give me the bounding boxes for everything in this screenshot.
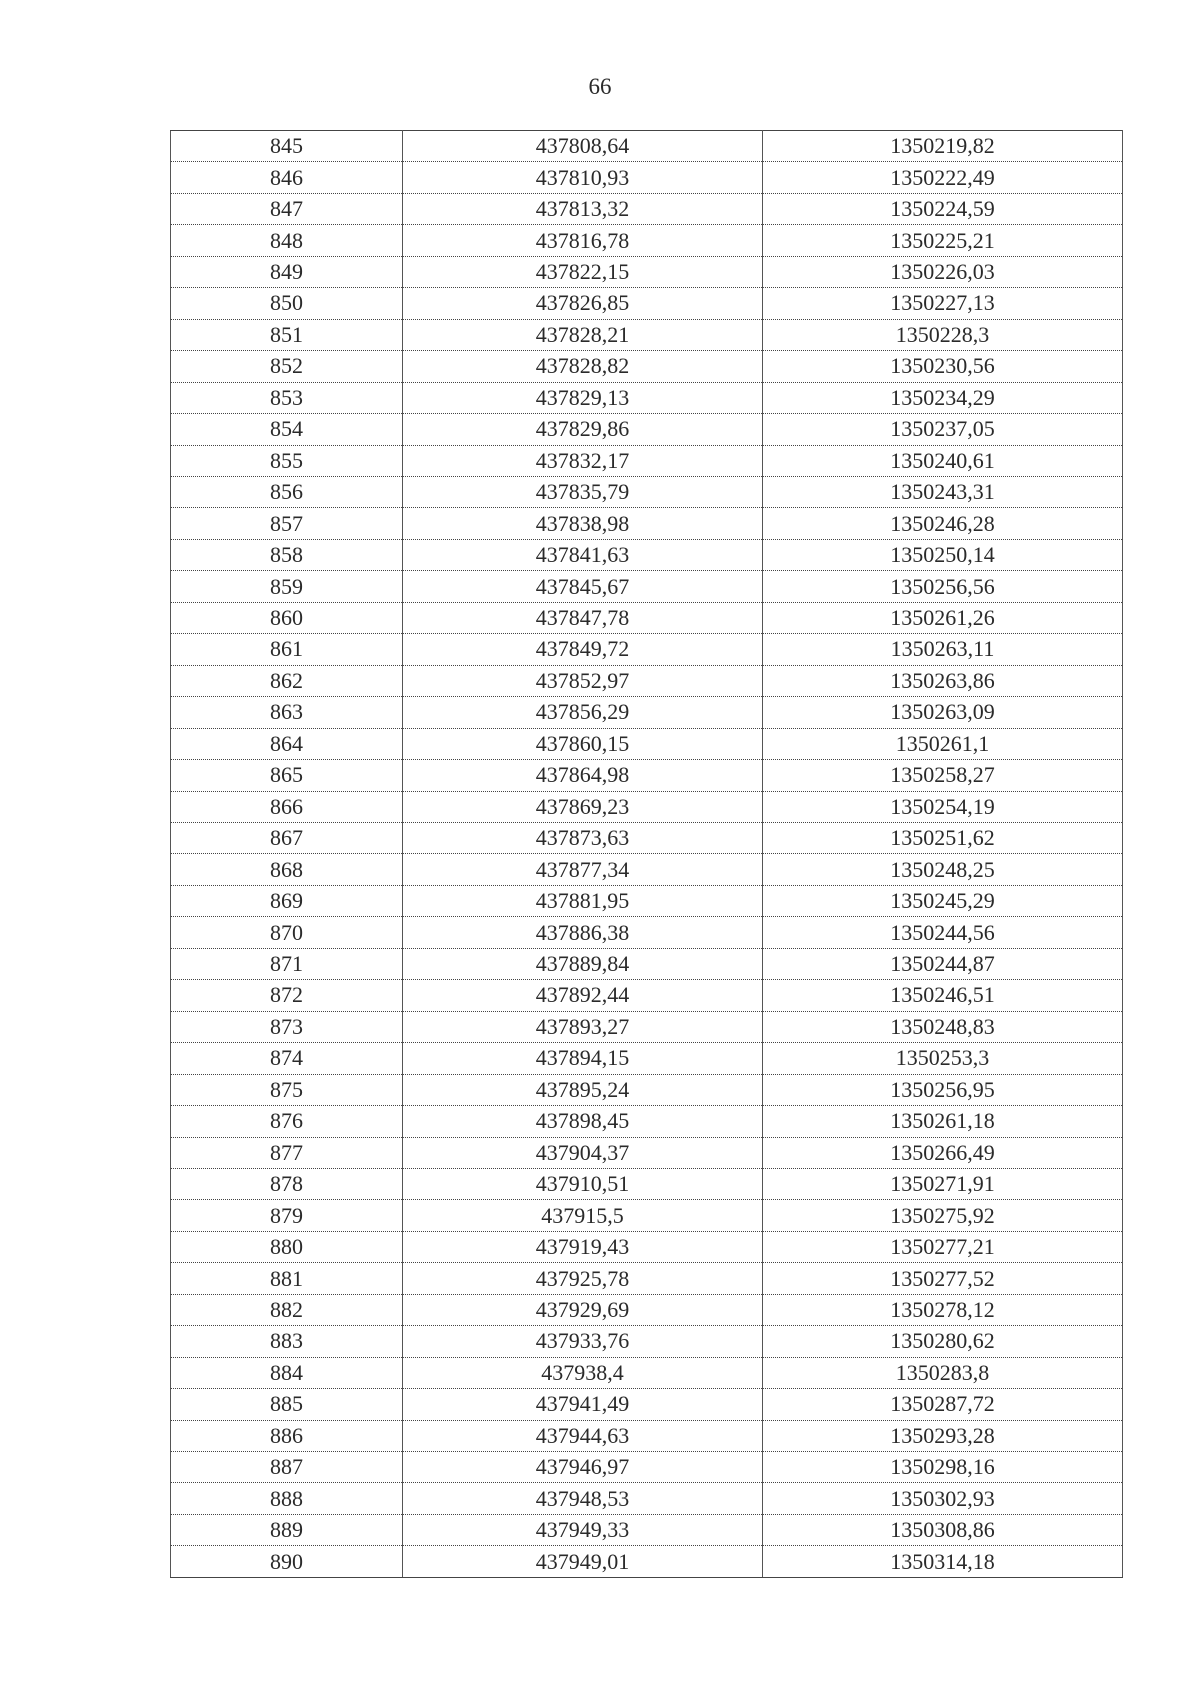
- y-coordinate-cell: 1350256,56: [763, 571, 1123, 602]
- x-coordinate-cell: 437864,98: [403, 760, 763, 791]
- table-row: [171, 728, 1123, 759]
- y-coordinate-cell: 1350244,87: [763, 948, 1123, 979]
- table-row: [171, 885, 1123, 916]
- y-coordinate-cell: 1350227,13: [763, 288, 1123, 319]
- y-coordinate-cell: 1350287,72: [763, 1389, 1123, 1420]
- table-row: [171, 1043, 1123, 1074]
- point-number-cell: 860: [171, 602, 403, 633]
- table-row: [171, 319, 1123, 350]
- page-number: 66: [588, 74, 612, 99]
- table-row: [171, 445, 1123, 476]
- x-coordinate-cell: 437869,23: [403, 791, 763, 822]
- y-coordinate-cell: 1350246,51: [763, 980, 1123, 1011]
- y-coordinate-cell: 1350250,14: [763, 539, 1123, 570]
- y-coordinate-cell: 1350222,49: [763, 162, 1123, 193]
- y-coordinate-cell: 1350275,92: [763, 1200, 1123, 1231]
- x-coordinate-cell: 437948,53: [403, 1483, 763, 1514]
- table-row: [171, 288, 1123, 319]
- y-coordinate-cell: 1350246,28: [763, 508, 1123, 539]
- y-coordinate-cell: 1350277,21: [763, 1231, 1123, 1262]
- point-number-cell: 861: [171, 634, 403, 665]
- y-coordinate-cell: 1350308,86: [763, 1514, 1123, 1545]
- x-coordinate-cell: 437889,84: [403, 948, 763, 979]
- table-row: [171, 1514, 1123, 1545]
- y-coordinate-cell: 1350280,62: [763, 1326, 1123, 1357]
- table-row: [171, 193, 1123, 224]
- y-coordinate-cell: 1350224,59: [763, 193, 1123, 224]
- table-row: [171, 665, 1123, 696]
- x-coordinate-cell: 437822,15: [403, 256, 763, 287]
- point-number-cell: 856: [171, 476, 403, 507]
- point-number-cell: 868: [171, 854, 403, 885]
- y-coordinate-cell: 1350293,28: [763, 1420, 1123, 1451]
- x-coordinate-cell: 437826,85: [403, 288, 763, 319]
- table-row: [171, 917, 1123, 948]
- y-coordinate-cell: 1350248,25: [763, 854, 1123, 885]
- y-coordinate-cell: 1350253,3: [763, 1043, 1123, 1074]
- x-coordinate-cell: 437845,67: [403, 571, 763, 602]
- y-coordinate-cell: 1350248,83: [763, 1011, 1123, 1042]
- x-coordinate-cell: 437828,21: [403, 319, 763, 350]
- point-number-cell: 846: [171, 162, 403, 193]
- table-row: [171, 1137, 1123, 1168]
- table-row: [171, 1263, 1123, 1294]
- table-row: [171, 1011, 1123, 1042]
- point-number-cell: 853: [171, 382, 403, 413]
- x-coordinate-cell: 437816,78: [403, 225, 763, 256]
- table-row: [171, 1200, 1123, 1231]
- point-number-cell: 855: [171, 445, 403, 476]
- table-row: [171, 1389, 1123, 1420]
- point-number-cell: 873: [171, 1011, 403, 1042]
- table-row: [171, 539, 1123, 570]
- table-row: [171, 1452, 1123, 1483]
- point-number-cell: 845: [171, 131, 403, 162]
- point-number-cell: 850: [171, 288, 403, 319]
- point-number-cell: 862: [171, 665, 403, 696]
- x-coordinate-cell: 437849,72: [403, 634, 763, 665]
- table-row: [171, 414, 1123, 445]
- x-coordinate-cell: 437841,63: [403, 539, 763, 570]
- y-coordinate-cell: 1350254,19: [763, 791, 1123, 822]
- point-number-cell: 869: [171, 885, 403, 916]
- table-row: [171, 571, 1123, 602]
- table-row: [171, 1231, 1123, 1262]
- y-coordinate-cell: 1350240,61: [763, 445, 1123, 476]
- y-coordinate-cell: 1350302,93: [763, 1483, 1123, 1514]
- table-row: [171, 256, 1123, 287]
- table-row: [171, 1074, 1123, 1105]
- point-number-cell: 881: [171, 1263, 403, 1294]
- table-row: [171, 822, 1123, 853]
- point-number-cell: 864: [171, 728, 403, 759]
- x-coordinate-cell: 437877,34: [403, 854, 763, 885]
- point-number-cell: 887: [171, 1452, 403, 1483]
- table-row: [171, 791, 1123, 822]
- table-row: [171, 1546, 1123, 1577]
- x-coordinate-cell: 437832,17: [403, 445, 763, 476]
- y-coordinate-cell: 1350263,09: [763, 697, 1123, 728]
- table-row: [171, 476, 1123, 507]
- point-number-cell: 847: [171, 193, 403, 224]
- point-number-cell: 859: [171, 571, 403, 602]
- point-number-cell: 848: [171, 225, 403, 256]
- table-row: [171, 351, 1123, 382]
- x-coordinate-cell: 437873,63: [403, 822, 763, 853]
- x-coordinate-cell: 437838,98: [403, 508, 763, 539]
- y-coordinate-cell: 1350261,1: [763, 728, 1123, 759]
- table-row: [171, 1294, 1123, 1325]
- x-coordinate-cell: 437886,38: [403, 917, 763, 948]
- y-coordinate-cell: 1350283,8: [763, 1357, 1123, 1388]
- table-row: [171, 508, 1123, 539]
- x-coordinate-cell: 437894,15: [403, 1043, 763, 1074]
- point-number-cell: 890: [171, 1546, 403, 1577]
- x-coordinate-cell: 437893,27: [403, 1011, 763, 1042]
- y-coordinate-cell: 1350263,86: [763, 665, 1123, 696]
- y-coordinate-cell: 1350277,52: [763, 1263, 1123, 1294]
- point-number-cell: 882: [171, 1294, 403, 1325]
- x-coordinate-cell: 437813,32: [403, 193, 763, 224]
- point-number-cell: 854: [171, 414, 403, 445]
- y-coordinate-cell: 1350261,26: [763, 602, 1123, 633]
- point-number-cell: 867: [171, 822, 403, 853]
- x-coordinate-cell: 437856,29: [403, 697, 763, 728]
- y-coordinate-cell: 1350245,29: [763, 885, 1123, 916]
- point-number-cell: 870: [171, 917, 403, 948]
- coordinates-table: [170, 130, 1123, 1578]
- x-coordinate-cell: 437904,37: [403, 1137, 763, 1168]
- table-row: [171, 382, 1123, 413]
- x-coordinate-cell: 437835,79: [403, 476, 763, 507]
- y-coordinate-cell: 1350271,91: [763, 1168, 1123, 1199]
- x-coordinate-cell: 437949,33: [403, 1514, 763, 1545]
- point-number-cell: 878: [171, 1168, 403, 1199]
- table-row: [171, 1420, 1123, 1451]
- table-row: [171, 760, 1123, 791]
- x-coordinate-cell: 437847,78: [403, 602, 763, 633]
- point-number-cell: 880: [171, 1231, 403, 1262]
- table-row: [171, 1168, 1123, 1199]
- y-coordinate-cell: 1350263,11: [763, 634, 1123, 665]
- y-coordinate-cell: 1350251,62: [763, 822, 1123, 853]
- x-coordinate-cell: 437946,97: [403, 1452, 763, 1483]
- y-coordinate-cell: 1350298,16: [763, 1452, 1123, 1483]
- point-number-cell: 866: [171, 791, 403, 822]
- x-coordinate-cell: 437919,43: [403, 1231, 763, 1262]
- point-number-cell: 886: [171, 1420, 403, 1451]
- table-row: [171, 162, 1123, 193]
- x-coordinate-cell: 437829,13: [403, 382, 763, 413]
- y-coordinate-cell: 1350278,12: [763, 1294, 1123, 1325]
- y-coordinate-cell: 1350256,95: [763, 1074, 1123, 1105]
- x-coordinate-cell: 437915,5: [403, 1200, 763, 1231]
- x-coordinate-cell: 437810,93: [403, 162, 763, 193]
- x-coordinate-cell: 437898,45: [403, 1106, 763, 1137]
- coordinates-table-body: [171, 131, 1123, 1578]
- table-row: [171, 1357, 1123, 1388]
- y-coordinate-cell: 1350230,56: [763, 351, 1123, 382]
- x-coordinate-cell: 437949,01: [403, 1546, 763, 1577]
- x-coordinate-cell: 437829,86: [403, 414, 763, 445]
- y-coordinate-cell: 1350219,82: [763, 131, 1123, 162]
- point-number-cell: 876: [171, 1106, 403, 1137]
- point-number-cell: 885: [171, 1389, 403, 1420]
- y-coordinate-cell: 1350234,29: [763, 382, 1123, 413]
- point-number-cell: 858: [171, 539, 403, 570]
- x-coordinate-cell: 437808,64: [403, 131, 763, 162]
- table-row: [171, 854, 1123, 885]
- x-coordinate-cell: 437828,82: [403, 351, 763, 382]
- table-row: [171, 948, 1123, 979]
- x-coordinate-cell: 437881,95: [403, 885, 763, 916]
- table-row: [171, 1483, 1123, 1514]
- y-coordinate-cell: 1350244,56: [763, 917, 1123, 948]
- y-coordinate-cell: 1350225,21: [763, 225, 1123, 256]
- point-number-cell: 865: [171, 760, 403, 791]
- point-number-cell: 849: [171, 256, 403, 287]
- x-coordinate-cell: 437910,51: [403, 1168, 763, 1199]
- table-row: [171, 602, 1123, 633]
- x-coordinate-cell: 437925,78: [403, 1263, 763, 1294]
- point-number-cell: 888: [171, 1483, 403, 1514]
- point-number-cell: 884: [171, 1357, 403, 1388]
- y-coordinate-cell: 1350228,3: [763, 319, 1123, 350]
- y-coordinate-cell: 1350237,05: [763, 414, 1123, 445]
- x-coordinate-cell: 437938,4: [403, 1357, 763, 1388]
- x-coordinate-cell: 437944,63: [403, 1420, 763, 1451]
- point-number-cell: 871: [171, 948, 403, 979]
- x-coordinate-cell: 437892,44: [403, 980, 763, 1011]
- point-number-cell: 889: [171, 1514, 403, 1545]
- x-coordinate-cell: 437852,97: [403, 665, 763, 696]
- x-coordinate-cell: 437860,15: [403, 728, 763, 759]
- point-number-cell: 875: [171, 1074, 403, 1105]
- y-coordinate-cell: 1350314,18: [763, 1546, 1123, 1577]
- x-coordinate-cell: 437933,76: [403, 1326, 763, 1357]
- table-row: [171, 1106, 1123, 1137]
- point-number-cell: 877: [171, 1137, 403, 1168]
- table-row: [171, 131, 1123, 162]
- y-coordinate-cell: 1350226,03: [763, 256, 1123, 287]
- table-row: [171, 980, 1123, 1011]
- y-coordinate-cell: 1350261,18: [763, 1106, 1123, 1137]
- point-number-cell: 883: [171, 1326, 403, 1357]
- x-coordinate-cell: 437941,49: [403, 1389, 763, 1420]
- table-row: [171, 225, 1123, 256]
- table-row: [171, 1326, 1123, 1357]
- point-number-cell: 852: [171, 351, 403, 382]
- point-number-cell: 857: [171, 508, 403, 539]
- y-coordinate-cell: 1350266,49: [763, 1137, 1123, 1168]
- y-coordinate-cell: 1350243,31: [763, 476, 1123, 507]
- x-coordinate-cell: 437895,24: [403, 1074, 763, 1105]
- point-number-cell: 874: [171, 1043, 403, 1074]
- point-number-cell: 879: [171, 1200, 403, 1231]
- point-number-cell: 872: [171, 980, 403, 1011]
- y-coordinate-cell: 1350258,27: [763, 760, 1123, 791]
- point-number-cell: 851: [171, 319, 403, 350]
- table-row: [171, 634, 1123, 665]
- point-number-cell: 863: [171, 697, 403, 728]
- x-coordinate-cell: 437929,69: [403, 1294, 763, 1325]
- table-row: [171, 697, 1123, 728]
